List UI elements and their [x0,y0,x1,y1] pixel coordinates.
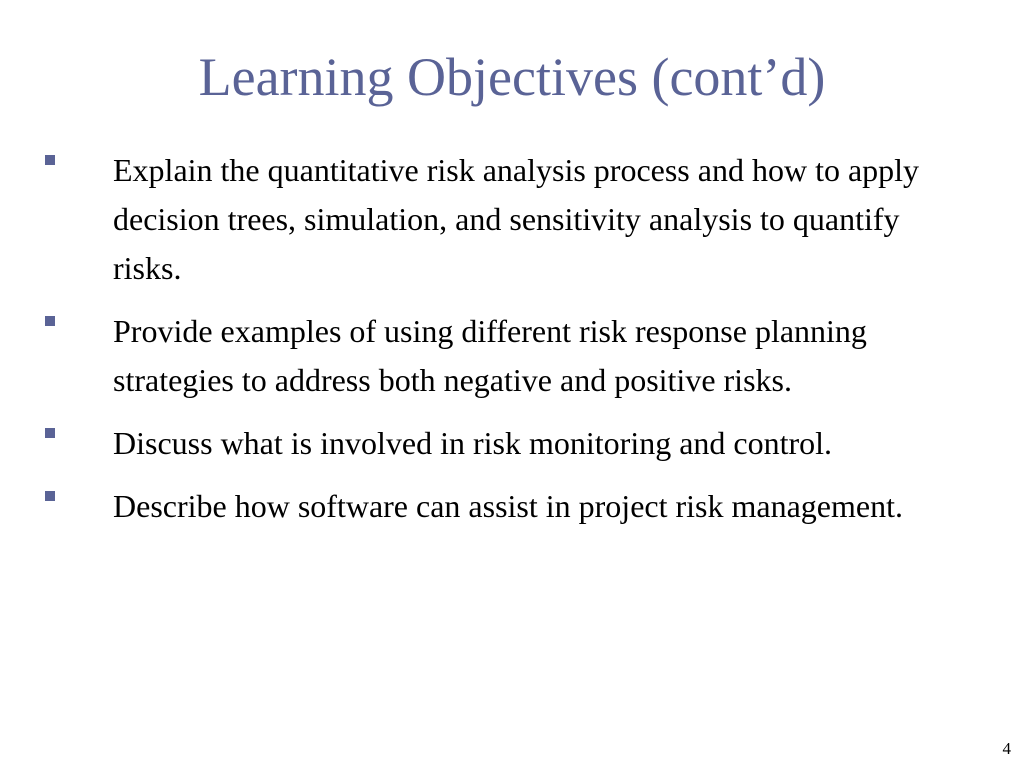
bullet-list [40,146,940,545]
bullet-text: Provide examples of using different risk response planning strategies to address both negative and positive risks. [113,313,867,398]
square-bullet-icon [45,155,55,165]
bullet-text: Describe how software can assist in project risk management. [113,488,903,524]
square-bullet-icon [45,428,55,438]
bullet-text: Explain the quantitative risk analysis process and how to apply decision trees, simulation, and sensitivity analysis to quantify risks. [113,152,920,286]
bullet-item [40,419,940,468]
bullet-text: Discuss what is involved in risk monitoring and control. [113,425,833,461]
page-number: 4 [1002,739,1011,758]
square-bullet-icon [45,316,55,326]
square-bullet-icon [45,491,55,501]
bullet-item [40,146,940,293]
slide-title: Learning Objectives (cont’d) [198,47,826,107]
bullet-item [40,307,940,405]
bullet-item [40,482,940,531]
